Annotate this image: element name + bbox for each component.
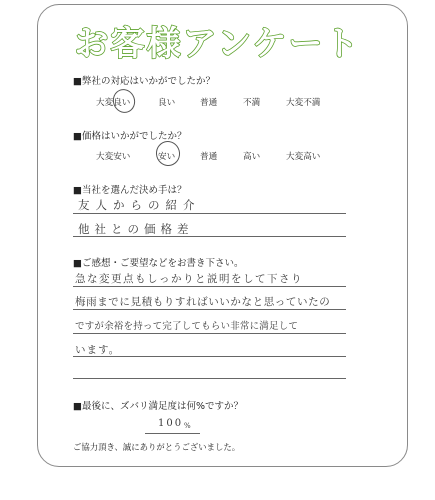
option-service-very-dissatisfied: 大変不満 — [286, 98, 321, 108]
option-price-expensive: 高い — [243, 152, 261, 162]
handwritten-comment: 梅雨までに見積もりすればいいかなと思っていたの — [75, 296, 331, 308]
question-deciding-factor: ■当社を選んだ決め手は？ — [73, 185, 187, 196]
answer-line — [73, 309, 346, 310]
answer-line — [73, 286, 346, 287]
option-service-dissatisfied: 不満 — [243, 98, 261, 108]
answer-line — [73, 378, 346, 379]
question-comments: ■ご感想・ご要望などをお書き下さい。 — [73, 258, 244, 269]
handwritten-answer: 友人からの紹介 — [78, 198, 201, 212]
satisfaction-value: 100 — [158, 418, 184, 429]
option-price-very-expensive: 大変高い — [286, 152, 321, 162]
option-price-very-cheap: 大変安い — [96, 152, 131, 162]
survey-title: お客様アンケート — [74, 24, 361, 64]
question-satisfaction: ■最後に、ズバリ満足度は何%ですか？ — [73, 401, 244, 412]
question-service: ■弊社の対応はいかがでしたか？ — [73, 76, 215, 87]
handwritten-comment: 急な変更点もしっかりと説明をして下さり — [75, 273, 303, 285]
option-service-good: 良い — [158, 98, 176, 108]
answer-line — [73, 356, 346, 357]
option-price-normal: 普通 — [200, 152, 218, 162]
option-service-very-good: 大変良い — [96, 98, 131, 108]
satisfaction-unit: % — [184, 422, 192, 430]
option-price-cheap: 安い — [158, 152, 176, 162]
handwritten-comment: います。 — [75, 344, 121, 356]
handwritten-answer: 他社との価格差 — [78, 222, 194, 236]
satisfaction-line — [145, 433, 200, 434]
thank-you-note: ご協力頂き、誠にありがとうございました。 — [73, 442, 241, 452]
question-price: ■価格はいかがでしたか？ — [73, 131, 187, 142]
option-service-normal: 普通 — [200, 98, 218, 108]
answer-line — [73, 236, 346, 237]
answer-line — [73, 333, 346, 334]
answer-line — [73, 213, 346, 214]
handwritten-comment: ですが余裕を持って完了してもらい非常に満足して — [75, 321, 299, 332]
